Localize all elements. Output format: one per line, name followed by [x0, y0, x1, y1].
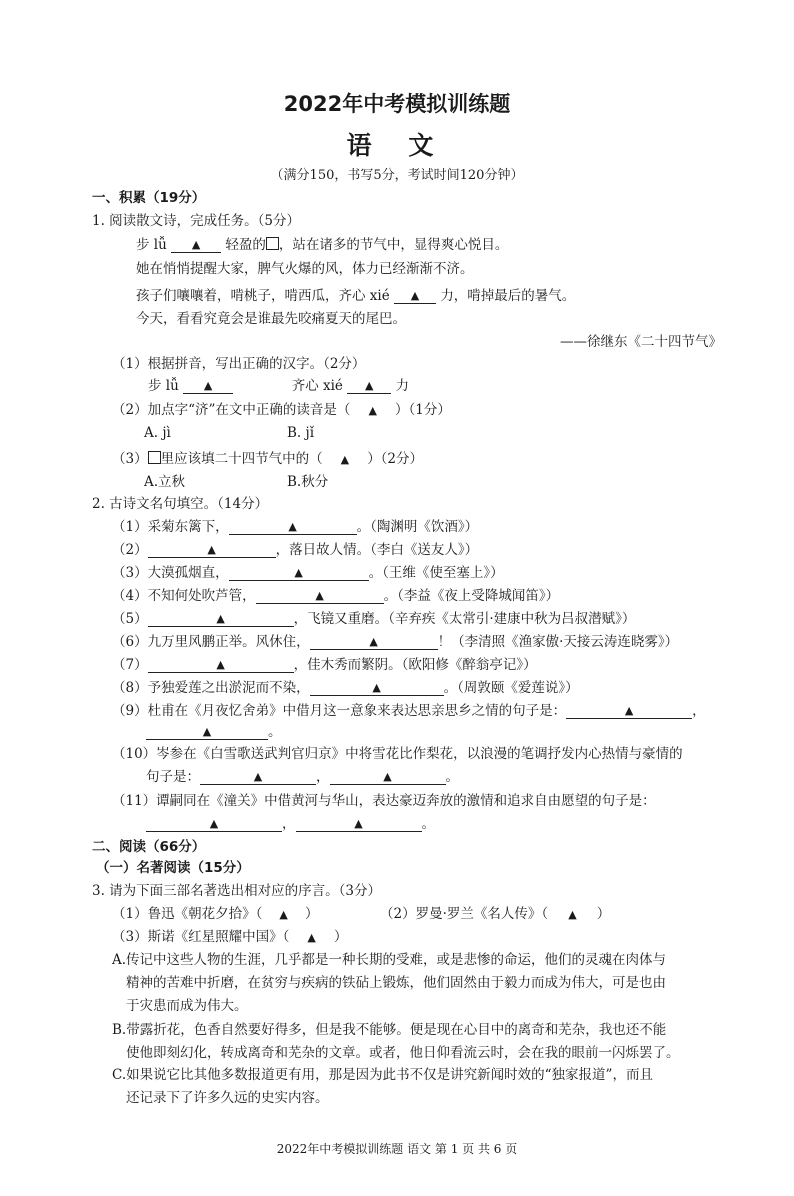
question-2-label: 2. 古诗文名句填空。（14分）: [92, 496, 269, 512]
triangle-marker-icon: ▲: [209, 817, 219, 830]
poem-item-9: （9）杜甫在《月夜忆舍弟》中借月这一意象来表达思亲思乡之情的句子是： ▲ ，: [112, 703, 706, 719]
triangle-marker-icon: ▲: [410, 289, 420, 302]
answer-blank[interactable]: [229, 519, 357, 535]
poem-item-10: （10）岑参在《白雪歌送武判官归京》中将雪花比作梨花，以浪漫的笔调抒发内心热情与豪情的: [112, 746, 683, 762]
book-row-2: （3）斯诺《红星照耀中国》（ ▲ ）: [112, 929, 348, 945]
answer-blank[interactable]: [146, 816, 282, 832]
triangle-marker-icon: ▲: [216, 612, 225, 625]
poem-item-10-cont: 句子是： ▲ ， ▲ 。: [146, 769, 459, 785]
answer-blank[interactable]: [146, 724, 268, 740]
triangle-marker-icon: ▲: [354, 817, 363, 830]
poem-item-4: （4）不知何处吹芦管， ▲ 。（李益《夜上受降城闻笛》）: [112, 588, 560, 604]
preface-b-line-2: 使他即刻幻化，转成离奇和芜杂的文章。或者，他日仰看流云时，会在我的眼前一闪烁罢了。: [126, 1045, 680, 1061]
subsection-heading: （一）名著阅读（15分）: [96, 860, 250, 876]
triangle-marker-icon: ▲: [340, 453, 350, 466]
question-1-label: 1. 阅读散文诗，完成任务。（5分）: [92, 213, 301, 229]
answer-blank[interactable]: [148, 611, 294, 627]
triangle-marker-icon: ▲: [315, 589, 324, 602]
poem-item-5: （5） ▲ ，飞镜又重磨。（辛弃疾《太常引·建康中秋为吕叔潜赋》）: [112, 611, 636, 627]
triangle-marker-icon: ▲: [279, 908, 288, 921]
triangle-marker-icon: ▲: [203, 379, 213, 392]
preface-b-line-1: B.带露折花，色香自然要好得多，但是我不能够。便是现在心目中的离奇和芜杂，我也还不能: [112, 1022, 667, 1038]
answer-blank[interactable]: [310, 634, 438, 650]
subquestion-1-1: （1）根据拼音，写出正确的汉字。（2分）: [112, 356, 366, 372]
poem-item-1: （1）采菊东篱下， ▲ 。（陶渊明《饮酒》）: [112, 519, 479, 535]
section-heading: 二、阅读（66分）: [92, 839, 206, 855]
question-3-label: 3. 请为下面三部名著选出相对应的序言。（3分）: [92, 883, 382, 899]
preface-a-line-3: 于灾患而成为伟大。: [126, 998, 248, 1014]
option-a: A. jì: [144, 425, 171, 441]
book-row-1-right: （2）罗曼·罗兰《名人传》（ ▲ ）: [380, 906, 611, 922]
answer-blank[interactable]: [347, 378, 391, 394]
triangle-marker-icon: ▲: [372, 681, 381, 694]
poem-item-8: （8）予独爱莲之出淤泥而不染， ▲ 。（周敦颐《爱莲说》）: [112, 680, 579, 696]
triangle-marker-icon: ▲: [253, 770, 263, 783]
book-row-1: （1）鲁迅《朝花夕拾》（ ▲ ）: [112, 906, 319, 922]
option-b: B.秋分: [287, 474, 329, 490]
answer-blank[interactable]: [296, 816, 422, 832]
subquestion-1-3: （3） 里应该填二十四节气中的（ ▲ ）（2分）: [112, 451, 424, 467]
triangle-marker-icon: ▲: [369, 635, 378, 648]
triangle-marker-icon: ▲: [216, 658, 225, 671]
section-heading: 一、积累（19分）: [92, 190, 206, 206]
subquestion-1-1-answers: 步 lǚ ▲ 齐心 xié ▲ 力: [148, 378, 410, 394]
triangle-marker-icon: ▲: [307, 931, 316, 944]
answer-blank[interactable]: [394, 288, 436, 304]
triangle-marker-icon: ▲: [207, 543, 216, 556]
answer-blank[interactable]: [330, 769, 446, 785]
poem-item-11-cont: ▲ ， ▲ 。: [146, 812, 435, 832]
answer-blank[interactable]: [183, 378, 233, 394]
subquestion-1-2: （2）加点字“济”在文中正确的读音是（ ▲ ）（1分）: [112, 402, 451, 418]
poem-item-6: （6）九万里风鹏正举。风休住， ▲ ！（李清照《渔家傲·天接云涛连晓雾》）: [112, 634, 679, 650]
poem-line-3: 孩子们嚷嚷着，啃桃子，啃西瓜，齐心 xié ▲ 力，啃掉最后的暑气。: [136, 288, 576, 304]
page-title: 2022年中考模拟训练题: [283, 92, 511, 116]
poem-source: ——徐继东《二十四节气》: [560, 334, 722, 350]
exam-note: （满分150，书写5分，考试时间120分钟）: [270, 168, 524, 183]
answer-blank[interactable]: [310, 680, 444, 696]
preface-a-line-1: A.传记中这些人物的生涯，几乎都是一种长期的受难，或是悲惨的命运，他们的灵魂在肉体与: [112, 952, 667, 968]
preface-c-line-1: C.如果说它比其他多数报道更有用，那是因为此书不仅是讲究新闻时效的“独家报道”，而且: [112, 1067, 653, 1083]
preface-c-line-2: 还记录下了许多久远的史实内容。: [126, 1090, 329, 1106]
triangle-marker-icon: ▲: [294, 566, 303, 579]
answer-blank[interactable]: [171, 237, 221, 253]
subject-title: 语 文: [346, 131, 448, 160]
triangle-marker-icon: ▲: [368, 404, 377, 417]
option-a: A.立秋: [144, 474, 186, 490]
poem-item-11: （11）谭嗣同在《潼关》中借黄河与华山，表达豪迈奔放的激情和追求自由愿望的句子是：: [112, 793, 656, 809]
answer-blank[interactable]: [148, 542, 276, 558]
square-box-icon: [148, 451, 161, 464]
poem-item-2: （2） ▲ ，落日故人情。（李白《送友人》）: [112, 542, 479, 558]
answer-blank[interactable]: [200, 769, 316, 785]
page-footer: 2022年中考模拟训练题 语文 第 1 页 共 6 页: [276, 1142, 518, 1156]
square-box-icon: [266, 237, 279, 250]
triangle-marker-icon: ▲: [364, 379, 374, 392]
answer-blank[interactable]: [566, 703, 692, 719]
triangle-marker-icon: ▲: [568, 908, 577, 921]
triangle-marker-icon: ▲: [383, 770, 392, 783]
poem-item-7: （7） ▲ ，佳木秀而繁阴。（欧阳修《醉翁亭记》）: [112, 657, 537, 673]
preface-a-line-2: 精神的苦难中折磨，在贫穷与疾病的铁砧上锻炼，他们固然由于毅力而成为伟大，可是也由: [126, 975, 666, 991]
triangle-marker-icon: ▲: [202, 725, 212, 738]
triangle-marker-icon: ▲: [624, 704, 634, 717]
triangle-marker-icon: ▲: [191, 238, 201, 251]
answer-blank[interactable]: [148, 657, 294, 673]
poem-item-9-cont: ▲ 。: [146, 720, 282, 740]
poem-line-2: 她在悄悄提醒大家，脾气火爆的风，体力已经渐渐不济。: [136, 261, 474, 277]
poem-line-1: 步 lǚ ▲ 轻盈的 ，站在诸多的节气中，显得爽心悦目。: [136, 237, 509, 253]
poem-line-4: 今天，看看究竟会是谁最先咬痛夏天的尾巴。: [136, 311, 406, 327]
answer-blank[interactable]: [256, 588, 384, 604]
option-b: B. jǐ: [287, 425, 315, 441]
triangle-marker-icon: ▲: [288, 520, 297, 533]
poem-item-3: （3）大漠孤烟直， ▲ 。（王维《使至塞上》）: [112, 565, 504, 581]
answer-blank[interactable]: [229, 565, 369, 581]
